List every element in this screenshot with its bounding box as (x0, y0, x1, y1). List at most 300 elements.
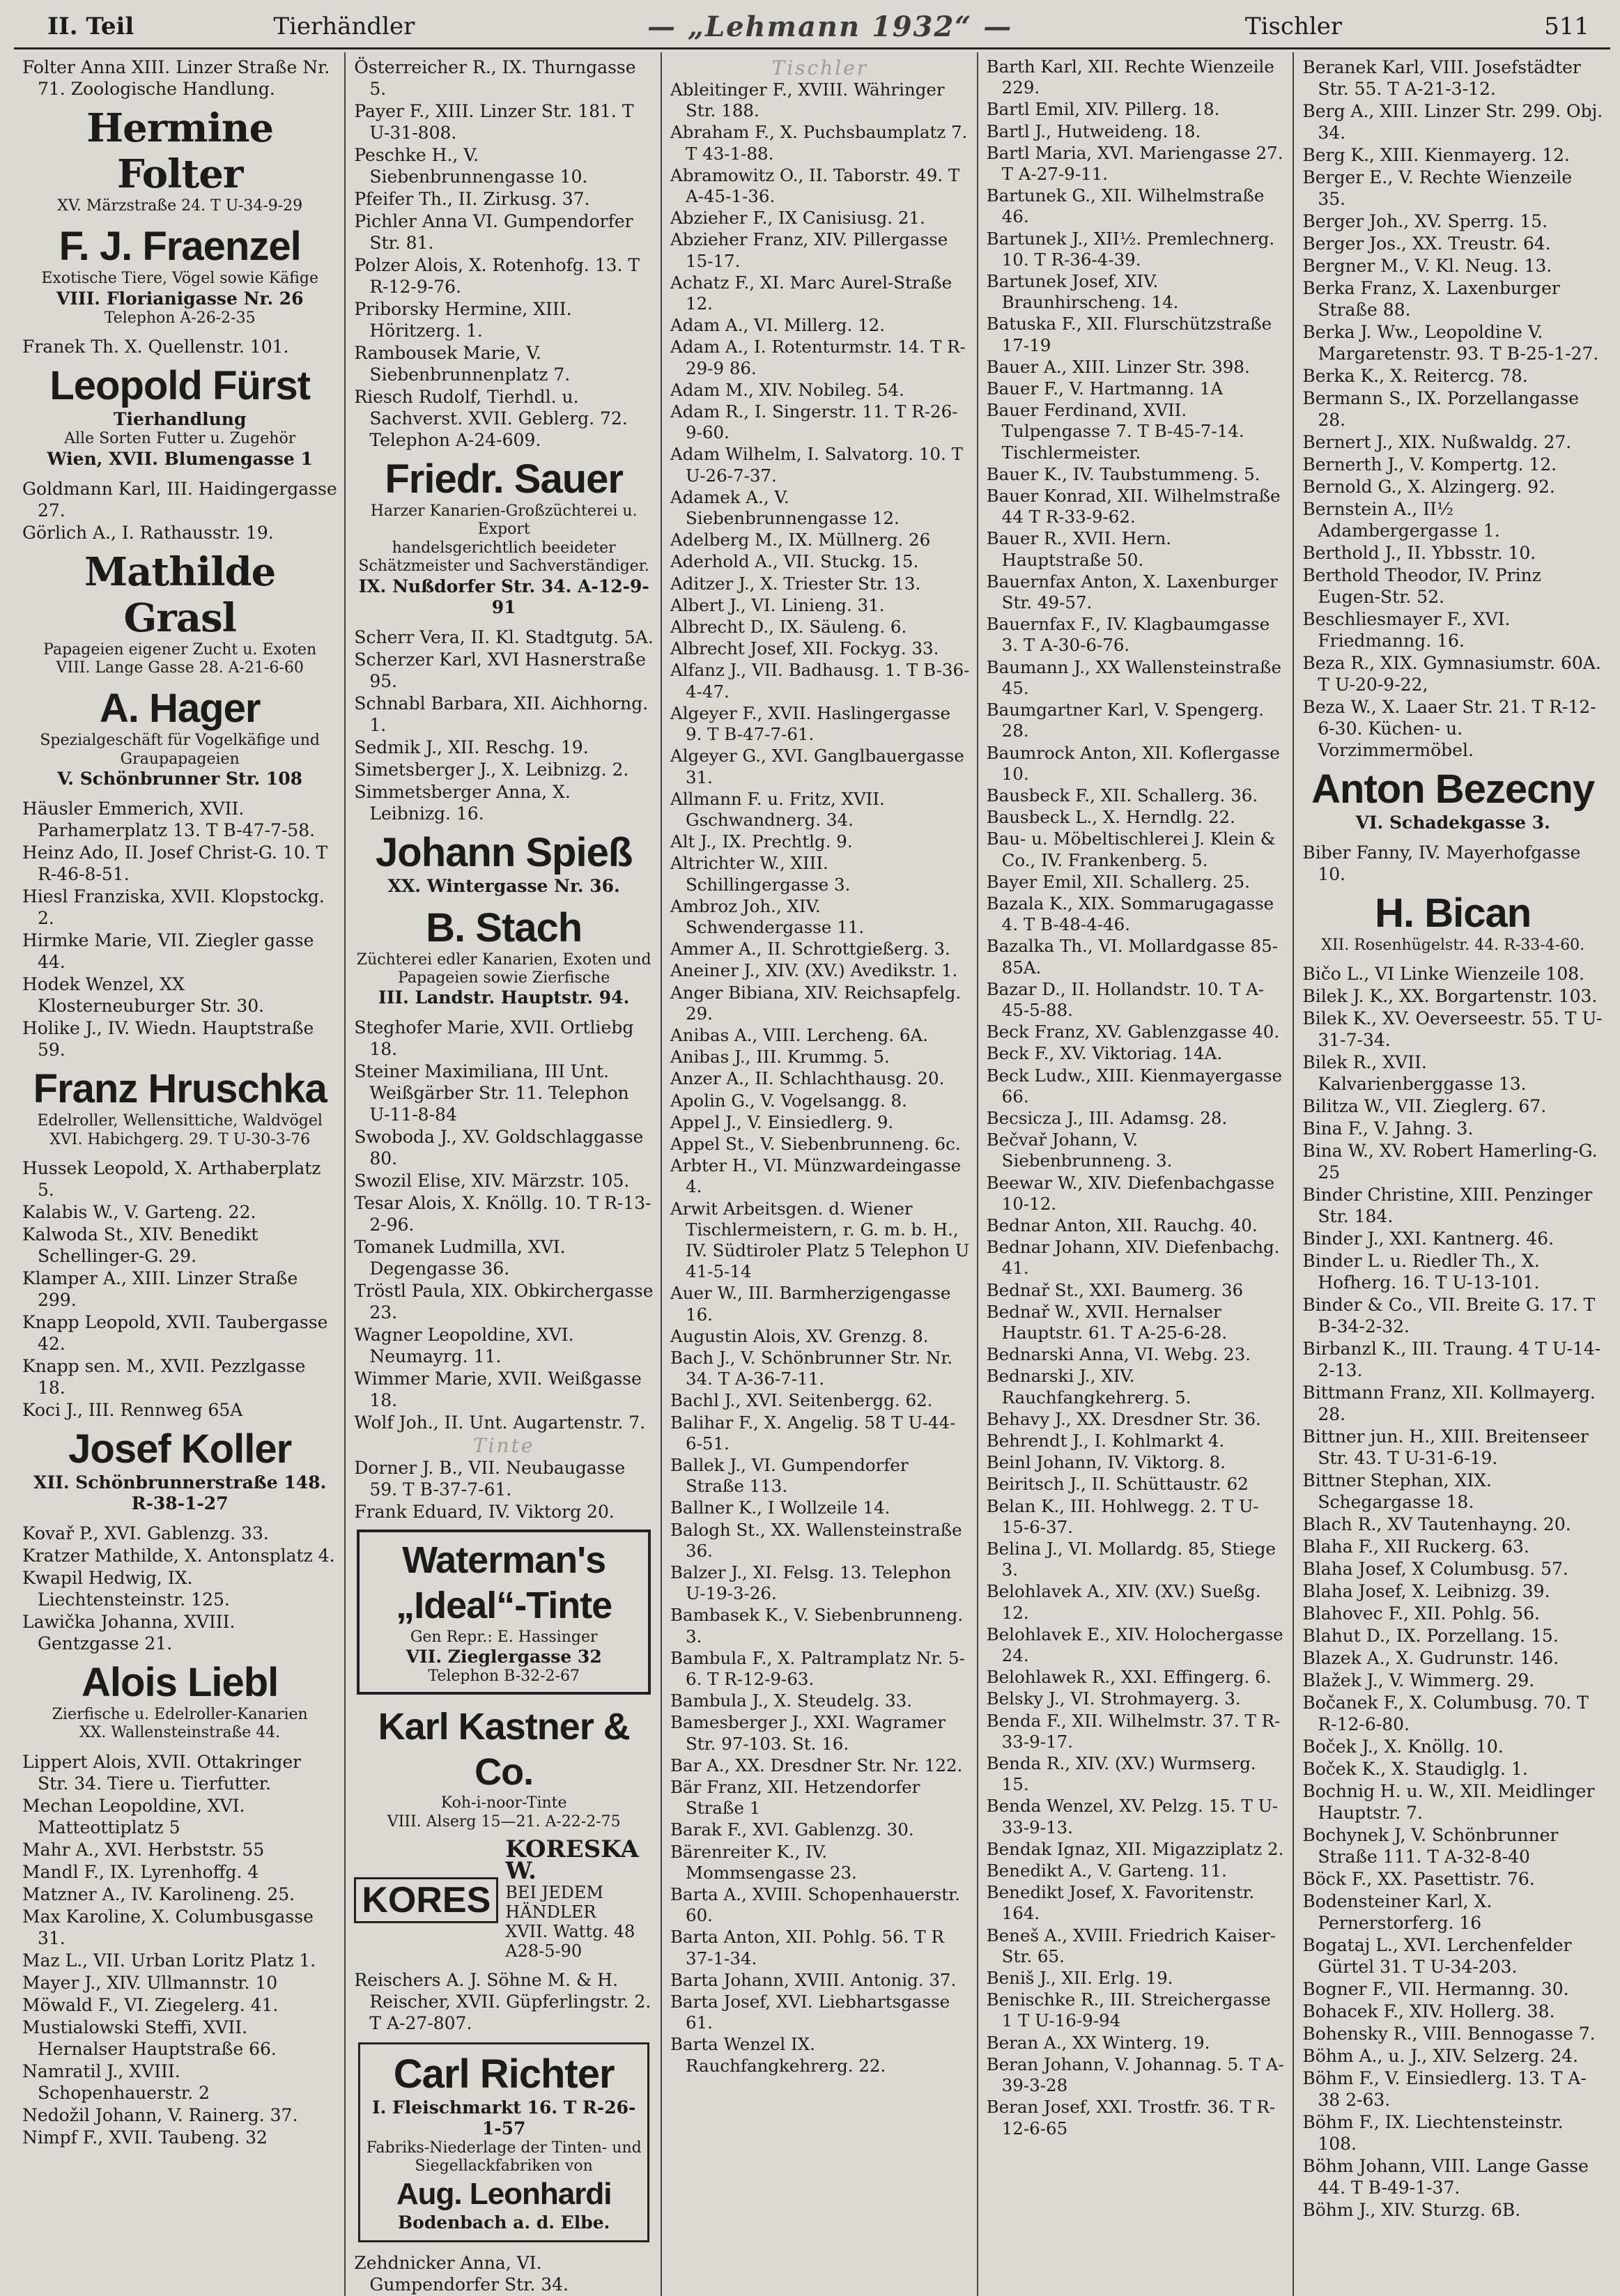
directory-entry: Bär Franz, XII. Hetzendorfer Straße 1 (670, 1777, 920, 1819)
entry-list (1302, 842, 1603, 885)
entry-list (22, 56, 337, 100)
column-3 (662, 52, 978, 2296)
directory-entry: Bina F., V. Jahng. 3. (1302, 1118, 1474, 1139)
directory-entry: Mayer J., XIV. Ullmannstr. 10 (22, 1972, 278, 1993)
ad-line: Fabriks-Niederlage der Tinten- und Siegellackfabriken von (366, 2139, 642, 2175)
ad-title: Leopold Fürst (49, 363, 310, 409)
entry-list (22, 1523, 337, 1654)
directory-entry: Bauernfax Anton, X. Laxenburger Str. 49-57. (986, 571, 1278, 613)
directory-entry: Allmann F. u. Fritz, XVII. Gschwandnerg. 34. (670, 788, 885, 830)
directory-entry: Albrecht Josef, XII. Fockyg. 33. (670, 638, 939, 659)
directory-entry: Behrendt J., I. Kohlmarkt 4. (986, 1431, 1225, 1451)
directory-entry: Bausbeck L., X. Herndlg. 22. (986, 807, 1235, 828)
directory-entry: Steghofer Marie, XVII. Ortliebg 18. (354, 1017, 634, 1060)
directory-entry: Reischers A. J. Söhne M. & H. Reischer, XVII. Güpferlingstr. 2. T A-27-807. (354, 1970, 651, 2034)
directory-entry: Berthold J., II. Ybbsstr. 10. (1302, 543, 1536, 563)
directory-entry: Lawička Johanna, XVIII. Gentzgasse 21. (22, 1611, 236, 1654)
directory-entry: Bambasek K., V. Siebenbrunneng. 3. (670, 1605, 964, 1647)
directory-entry: Ableitinger F., XVIII. Währinger Str. 188. (670, 79, 945, 121)
directory-entry: Nedožil Johann, V. Rainerg. 37. (22, 2104, 298, 2125)
ad-line: Zierfische u. Edelroller-Kanarien (52, 1705, 308, 1723)
directory-entry: Anibas J., III. Krummg. 5. (670, 1047, 890, 1068)
directory-entry: Tesar Alois, X. Knöllg. 10. T R-13-2-96. (354, 1193, 651, 1235)
directory-entry: Klamper A., XIII. Linzer Straße 299. (22, 1268, 298, 1310)
entry-list (354, 1017, 654, 1433)
directory-entry: Heinz Ado, II. Josef Christ-G. 10. T R-46-8-51. (22, 842, 328, 885)
directory-entry: Benda Wenzel, XV. Pelzg. 15. T U-33-9-13. (986, 1796, 1279, 1837)
directory-entry: Bednar Anton, XII. Rauchg. 40. (986, 1215, 1258, 1235)
ad-line: Papageien eigener Zucht u. Exoten (43, 640, 317, 658)
ad-line: VIII. Lange Gasse 28. A-21-6-60 (56, 658, 304, 677)
directory-entry: Tröstl Paula, XIX. Obkirchergasse 23. (354, 1281, 654, 1323)
ad-title: Josef Koller (68, 1426, 292, 1472)
directory-entry: Bednar Johann, XIV. Diefenbachg. 41. (986, 1237, 1280, 1279)
directory-entry: Swozil Elise, XIV. Märzstr. 105. (354, 1171, 630, 1192)
directory-entry: Bergner M., V. Kl. Neug. 13. (1302, 256, 1552, 276)
directory-entry: Beniš J., XII. Erlg. 19. (986, 1968, 1173, 1989)
directory-entry: Berka Franz, X. Laxenburger Straße 88. (1302, 278, 1560, 320)
directory-entry: Bachl J., XVI. Seitenbergg. 62. (670, 1390, 933, 1411)
directory-entry: Auer W., III. Barmherzigengasse 16. (670, 1283, 951, 1325)
directory-entry: Holike J., IV. Wiedn. Hauptstraße 59. (22, 1018, 314, 1061)
directory-entry: Bartunek G., XII. Wilhelmstraße 46. (986, 185, 1265, 227)
directory-title: — „Lehmann 1932“ — (647, 10, 1013, 43)
directory-entry: Belina J., VI. Mollardg. 85, Stiege 3. (986, 1539, 1276, 1580)
directory-entry: Payer F., XIII. Linzer Str. 181. T U-31-808. (354, 101, 634, 143)
directory-entry: Bilitza W., VII. Zieglerg. 67. (1302, 1096, 1547, 1117)
ad-title: Mathilde Grasl (84, 548, 276, 641)
directory-entry: Barta A., XVIII. Schopenhauerstr. 60. (670, 1884, 960, 1926)
directory-entry: Baumann J., XX Wallensteinstraße 45. (986, 656, 1281, 698)
directory-entry: Franek Th. X. Quellenstr. 101. (22, 337, 289, 357)
ad-line: IX. Nußdorfer Str. 34. A-12-9-91 (358, 576, 649, 617)
directory-entry: Österreicher R., IX. Thurngasse 5. (354, 57, 636, 99)
directory-entry: Beran A., XX Winterg. 19. (986, 2032, 1210, 2053)
directory-entry: Balzer J., XI. Felsg. 13. Telephon U-19-3-26. (670, 1562, 952, 1604)
directory-entry: Beck Ludw., XIII. Kienmayergasse 66. (986, 1065, 1282, 1107)
directory-entry: Beran Josef, XXI. Trostfr. 36. T R-12-6-65 (986, 2097, 1276, 2139)
ad-kores (354, 1835, 654, 1962)
page-header (14, 6, 1610, 49)
entry-list (22, 798, 337, 1061)
directory-entry: Ambroz Joh., XIV. Schwendergasse 11. (670, 895, 865, 937)
directory-entry: Böck F., XX. Pasettistr. 76. (1302, 1869, 1535, 1890)
directory-entry: Ballek J., VI. Gumpendorfer Straße 113. (670, 1455, 909, 1497)
directory-entry: Bambula J., X. Steudelg. 33. (670, 1690, 912, 1711)
directory-entry: Goldmann Karl, III. Haidingergasse 27. (22, 478, 337, 521)
ad-hager (22, 686, 337, 789)
directory-entry: Hirmke Marie, VII. Ziegler gasse 44. (22, 930, 314, 973)
column-5 (1294, 52, 1610, 2296)
entry-list (1302, 963, 1603, 2221)
ad-line: Telephon B-32-2-67 (428, 1667, 580, 1686)
ad-richter (358, 2042, 649, 2242)
directory-entry: Adam A., I. Rotenturmstr. 14. T R-29-9 86. (670, 337, 966, 378)
directory-entry: Bodensteiner Karl, X. Pernerstorferg. 16 (1302, 1891, 1492, 1934)
directory-entry: Belan K., III. Hohlwegg. 2. T U-15-6-37. (986, 1495, 1259, 1537)
ad-line: Wien, XVII. Blumengasse 1 (47, 448, 313, 469)
directory-entry: Binder & Co., VII. Breite G. 17. T B-34-2-32. (1302, 1295, 1596, 1337)
directory-entry: Bochynek J, V. Schönbrunner Straße 111. T A-32-8-40 (1302, 1825, 1559, 1867)
directory-entry: Blaha F., XII Ruckerg. 63. (1302, 1536, 1529, 1557)
ad-line: Exotische Tiere, Vögel sowie Käfige (41, 270, 318, 288)
ad-line: VIII. Florianigasse Nr. 26 (56, 288, 304, 309)
directory-entry: Berg K., XIII. Kienmayerg. 12. (1302, 145, 1570, 165)
directory-entry: Beewar W., XIV. Diefenbachgasse 10-12. (986, 1172, 1275, 1214)
ad-line: XX. Wallensteinstraße 44. (79, 1724, 281, 1742)
column-2 (346, 52, 662, 2296)
directory-entry: Bermann S., IX. Porzellangasse 28. (1302, 388, 1579, 430)
directory-entry: Beran Johann, V. Johannag. 5. T A-39-3-28 (986, 2054, 1284, 2096)
directory-entry: Böhm J., XIV. Sturzg. 6B. (1302, 2200, 1521, 2221)
ad-line: VIII. Alserg 15—21. A-22-2-75 (387, 1812, 621, 1831)
entry-list (22, 1751, 337, 2148)
directory-entry: Pichler Anna VI. Gumpendorfer Str. 81. (354, 211, 633, 253)
directory-entry: Dorner J. B., VII. Neubaugasse 59. T B-37-7-61. (354, 1458, 626, 1500)
ad-line: XVI. Habichgerg. 29. T U-30-3-76 (49, 1130, 311, 1148)
page-number: 511 (1544, 13, 1589, 40)
directory-entry: Barth Karl, XII. Rechte Wienzeile 229. (986, 56, 1274, 98)
directory-entry: Bartl J., Hutweideng. 18. (986, 121, 1201, 141)
ad-liebl (22, 1660, 337, 1743)
directory-entry: Berg A., XIII. Linzer Str. 299. Obj. 34. (1302, 101, 1603, 143)
directory-entry: Bittner Stephan, XIX. Schegargasse 18. (1302, 1470, 1492, 1513)
entry-list (22, 478, 337, 544)
directory-entry: Bärenreiter K., IV. Mommsengasse 23. (670, 1841, 857, 1883)
directory-entry: Bednař St., XXI. Baumerg. 36 (986, 1279, 1244, 1300)
directory-entry: Aditzer J., X. Triester Str. 13. (670, 573, 921, 594)
ad-line: XV. Märzstraße 24. T U-34-9-29 (57, 197, 303, 215)
directory-entry: Abraham F., X. Puchsbaumplatz 7. T 43-1-88. (670, 122, 968, 164)
directory-entry: Bernstein A., II½ Adambergergasse 1. (1302, 499, 1500, 541)
directory-entry: Beck Franz, XV. Gablenzgasse 40. (986, 1022, 1280, 1042)
directory-entry: Bauer Ferdinand, XVII. Tulpengasse 7. T B-45-7-14. Tischlermeister. (986, 400, 1244, 463)
ad-line: handelsgerichtlich beeideter Schätzmeister und Sachverständiger. (358, 539, 649, 576)
entry-list (987, 56, 1286, 2139)
directory-entry: Belsky J., VI. Strohmayerg. 3. (986, 1688, 1241, 1709)
directory-entry: Beza R., XIX. Gymnasiumstr. 60A. T U-20-9-22, (1302, 653, 1601, 695)
ad-title: Waterman's „Ideal“-Tinte (396, 1539, 612, 1627)
entry-list (354, 2252, 654, 2295)
directory-entry: Hiesl Franziska, XVII. Klopstockg. 2. (22, 886, 325, 929)
directory-entry: Appel St., V. Siebenbrunneng. 6c. (670, 1133, 961, 1154)
directory-entry: Bednarski J., XIV. Rauchfangkehrerg. 5. (986, 1366, 1191, 1408)
directory-entry: Beschliesmayer F., XVI. Friedmanng. 16. (1302, 609, 1511, 651)
directory-entry: Bernerth J., V. Kompertg. 12. (1302, 454, 1557, 475)
directory-entry: Bilek K., XV. Oeverseestr. 55. T U-31-7-34. (1302, 1008, 1603, 1051)
directory-entry: Benda R., XIV. (XV.) Wurmserg. 15. (986, 1753, 1256, 1795)
directory-entry: Abzieher Franz, XIV. Pillergasse 15-17. (670, 229, 948, 271)
directory-entry: Beiritsch J., II. Schüttaustr. 62 (986, 1474, 1249, 1495)
directory-entry: Bambula F., X. Paltramplatz Nr. 5-6. T R-12-9-63. (670, 1647, 965, 1690)
directory-entry: Bayer Emil, XII. Schallerg. 25. (986, 871, 1250, 892)
directory-entry: Pfeifer Th., II. Zirkusg. 37. (354, 189, 590, 209)
directory-entry: Tomanek Ludmilla, XVI. Degengasse 36. (354, 1237, 566, 1279)
entry-list (354, 1457, 654, 1523)
directory-entry: Bendak Ignaz, XII. Migazziplatz 2. (986, 1838, 1284, 1859)
entry-list (22, 336, 337, 357)
ad-spiess (354, 830, 654, 897)
ad-line: XII. Schönbrunnerstraße 148. R-38-1-27 (33, 1472, 327, 1513)
directory-entry: Bauer Konrad, XII. Wilhelmstraße 44 T R-33-9-62. (986, 486, 1281, 527)
directory-entry: Bogner F., VII. Hermanng. 30. (1302, 1979, 1569, 2000)
directory-entry: Simetsberger J., X. Leibnizg. 2. (354, 759, 629, 780)
ad-title: B. Stach (426, 904, 583, 950)
directory-entry: Benedikt A., V. Garteng. 11. (986, 1860, 1227, 1881)
ad-line: Züchterei edler Kanarien, Exoten und Papageien sowie Zierfische (356, 950, 651, 987)
ad-line: Koh-i-noor-Tinte (440, 1794, 567, 1812)
directory-entry: Alfanz J., VII. Badhausg. 1. T B-36-4-47. (670, 660, 970, 702)
directory-entry: Max Karoline, X. Columbusgasse 31. (22, 1906, 314, 1948)
directory-entry: Altrichter W., XIII. Schillingergasse 3. (670, 853, 851, 895)
directory-entry: Wolf Joh., II. Unt. Augartenstr. 7. (354, 1412, 646, 1433)
ad-kastner (354, 1704, 654, 1831)
ad-line: XII. Rosenhügelstr. 44. R-33-4-60. (1321, 937, 1585, 954)
ad-sauer (354, 456, 654, 618)
directory-entry: Böhm F., IX. Liechtensteinstr. 108. (1302, 2112, 1564, 2155)
directory-entry: Adamek A., V. Siebenbrunnengasse 12. (670, 486, 900, 529)
ad-line: I. Fleischmarkt 16. T R-26-1-57 (371, 2097, 636, 2139)
directory-entry: Swoboda J., XV. Goldschlaggasse 80. (354, 1127, 644, 1169)
directory-entry: Bečvař Johann, V. Siebenbrunneng. 3. (986, 1130, 1173, 1171)
directory-entry: Rambousek Marie, V. Siebenbrunnenplatz 7. (354, 343, 571, 385)
directory-entry: Mustialowski Steffi, XVII. Hernalser Hauptstraße 66. (22, 2017, 277, 2059)
directory-entry: Bernert J., XIX. Nußwaldg. 27. (1302, 432, 1572, 452)
directory-entry: Bartl Maria, XVI. Mariengasse 27. T A-27-9-11. (986, 142, 1283, 185)
ad-stach (354, 905, 654, 1009)
directory-entry: Beneš A., XVIII. Friedrich Kaiser-Str. 65. (986, 1925, 1276, 1966)
directory-entry: Apolin G., V. Vogelsangg. 8. (670, 1090, 907, 1111)
ad-title: Carl Richter (393, 2051, 615, 2097)
directory-entry: Nimpf F., XVII. Taubeng. 32 (22, 2127, 268, 2148)
directory-entry: Berka K., X. Reitercg. 78. (1302, 366, 1528, 386)
column-4 (978, 52, 1295, 2296)
ad-line: Bodenbach a. d. Elbe. (398, 2212, 610, 2233)
directory-entry: Namratil J., XVIII. Schopenhauerstr. 2 (22, 2060, 210, 2103)
ad-title: Hermine Folter (86, 105, 274, 197)
directory-entry: Blach R., XV Tautenhayng. 20. (1302, 1514, 1571, 1535)
directory-entry: Kratzer Mathilde, X. Antonsplatz 4. (22, 1545, 335, 1566)
directory-entry: Blazek A., X. Gudrunstr. 146. (1302, 1648, 1559, 1669)
ad-hruschka (22, 1066, 337, 1149)
directory-entry: Alt J., IX. Prechtlg. 9. (670, 831, 853, 852)
directory-entry: Bilek J. K., XX. Borgartenstr. 103. (1302, 986, 1598, 1007)
directory-entry: Möwald F., VI. Ziegelerg. 41. (22, 1994, 279, 2015)
directory-entry: Barta Josef, XVI. Liebhartsgasse 61. (670, 1991, 950, 2033)
directory-entry: Kalwoda St., XIV. Benedikt Schellinger-G. 29. (22, 1224, 259, 1266)
directory-entry: Polzer Alois, X. Rotenhofg. 13. T R-12-9-76. (354, 255, 640, 297)
directory-entry: Bartunek J., XII½. Premlechnerg. 10. T R-36-4-39. (986, 228, 1275, 270)
ad-line: VI. Schadekgasse 3. (1355, 812, 1550, 833)
directory-entry: Blahut D., IX. Porzellang. 15. (1302, 1626, 1559, 1647)
directory-entry: Priborsky Hermine, XIII. Höritzerg. 1. (354, 299, 572, 341)
ad-line: BEI JEDEM HÄNDLER (505, 1883, 604, 1923)
directory-entry: Folter Anna XIII. Linzer Straße Nr. 71. Zoologische Handlung. (22, 57, 330, 99)
entry-list (1302, 56, 1603, 761)
directory-entry: Aneiner J., XIV. (XV.) Avedikstr. 1. (670, 960, 958, 981)
directory-entry: Binder J., XXI. Kantnerg. 46. (1302, 1228, 1555, 1249)
ad-folter (22, 105, 337, 215)
ad-line: Alle Sorten Futter u. Zugehör (64, 430, 296, 448)
ad-line: Spezialgeschäft für Vogelkäfige und Graupapageien (40, 732, 320, 768)
directory-entry: Kalabis W., V. Garteng. 22. (22, 1201, 256, 1222)
directory-entry: Bičo L., VI Linke Wienzeile 108. (1302, 964, 1585, 985)
directory-entry: Maz L., VII. Urban Loritz Platz 1. (22, 1950, 316, 1971)
directory-entry: Augustin Alois, XV. Grenzg. 8. (670, 1325, 929, 1346)
directory-entry: Beinl Johann, IV. Viktorg. 8. (986, 1452, 1226, 1473)
directory-entry: Bauer R., XVII. Hern. Hauptstraße 50. (986, 528, 1172, 570)
directory-entry: Arbter H., VI. Münzwardeingasse 4. (670, 1155, 962, 1197)
directory-entry: Bausbeck F., XII. Schallerg. 36. (986, 785, 1258, 806)
directory-entry: Beck F., XV. Viktoriag. 14A. (986, 1043, 1223, 1064)
ad-title: Anton Bezecny (1311, 766, 1595, 812)
directory-entry: Bauer A., XIII. Linzer Str. 398. (986, 356, 1250, 377)
directory-entry: Kovař P., XVI. Gablenzg. 33. (22, 1523, 269, 1543)
right-section-title: Tischler (1244, 13, 1343, 40)
directory-entry: Bamesberger J., XXI. Wagramer Str. 97-103. St. 16. (670, 1712, 946, 1754)
ad-bican (1302, 891, 1603, 955)
directory-entry: Bittner jun. H., XIII. Breitenseer Str. 43. T U-31-6-19. (1302, 1426, 1589, 1469)
directory-entry: Bazalka Th., VI. Mollardgasse 85-85A. (986, 936, 1278, 978)
directory-entry: Bochnig H. u. W., XII. Meidlinger Hauptstr. 7. (1302, 1781, 1595, 1824)
directory-entry: Bazala K., XIX. Sommarugagasse 4. T B-48-4-46. (986, 893, 1274, 935)
column-1 (14, 52, 346, 2296)
ad-line: Telephon A-26-2-35 (104, 309, 256, 327)
directory-entry: Blahovec F., XII. Pohlg. 56. (1302, 1603, 1540, 1624)
directory-entry: Baumrock Anton, XII. Koflergasse 10. (986, 742, 1280, 784)
directory-entry: Schnabl Barbara, XII. Aichhorng. 1. (354, 693, 649, 735)
ad-line: Gen Repr.: E. Hassinger (410, 1628, 598, 1646)
directory-entry: Abramowitz O., II. Taborstr. 49. T A-45-1-36. (670, 164, 960, 207)
directory-entry: Adelberg M., IX. Müllnerg. 26 (670, 530, 931, 550)
directory-entry: Bazar D., II. Hollandstr. 10. T A-45-5-88. (986, 978, 1265, 1020)
directory-entry: Becsicza J., III. Adamsg. 28. (986, 1107, 1228, 1128)
directory-entry: Bernold G., X. Alzingerg. 92. (1302, 477, 1555, 497)
directory-entry: Zehdnicker Anna, VI. Gumpendorfer Str. 34. (354, 2252, 569, 2295)
ad-line: V. Schönbrunner Str. 108 (57, 769, 303, 789)
ad-title: Karl Kastner & Co. (378, 1705, 630, 1793)
directory-entry: Riesch Rudolf, Tierhdl. u. Sachverst. XVII. Geblerg. 72. Telephon A-24-609. (354, 387, 628, 450)
directory-entry: Belohlavek E., XIV. Holochergasse 24. (986, 1624, 1283, 1666)
directory-entry: Görlich A., I. Rathausstr. 19. (22, 522, 274, 543)
ad-line: Edelroller, Wellensittiche, Waldvögel (37, 1112, 323, 1130)
directory-entry: Adam M., XIV. Nobileg. 54. (670, 379, 904, 400)
directory-entry: Berger Joh., XV. Sperrg. 15. (1302, 211, 1548, 231)
directory-entry: Matzner A., IV. Karolineng. 25. (22, 1883, 295, 1904)
directory-entry: Bach J., V. Schönbrunner Str. Nr. 34. T A-36-7-11. (670, 1347, 953, 1389)
directory-entry: Albert J., VI. Linieng. 31. (670, 594, 885, 615)
directory-entry: Bogataj L., XVI. Lerchenfelder Gürtel 31. T U-34-203. (1302, 1935, 1572, 1978)
section-watermark: Tinte (472, 1434, 535, 1458)
directory-entry: Binder Christine, XIII. Penzinger Str. 184. (1302, 1185, 1593, 1227)
directory-entry: Blažek J., V. Wimmerg. 29. (1302, 1670, 1535, 1691)
directory-entry: Arwit Arbeitsgen. d. Wiener Tischlermeistern, r. G. m. b. H., IV. Südtiroler Platz 5 Telephon U 41-5-14 (670, 1198, 970, 1282)
directory-entry: Belohlavek A., XIV. (XV.) Sueßg. 12. (986, 1581, 1261, 1623)
directory-entry: Bočanek F., X. Columbusg. 70. T R-12-6-80. (1302, 1693, 1589, 1735)
section-watermark: Tischler (771, 56, 869, 79)
directory-entry: Sedmik J., XII. Reschg. 19. (354, 737, 589, 757)
ad-line: XVII. Wattg. 48 A28-5-90 (505, 1922, 635, 1962)
directory-entry: Balihar F., X. Angelig. 58 T U-44-6-51. (670, 1412, 956, 1454)
directory-entry: Beranek Karl, VIII. Josefstädter Str. 55. T A-21-3-12. (1302, 57, 1581, 99)
directory-entry: Berger E., V. Rechte Wienzeile 35. (1302, 167, 1573, 209)
directory-entry: Knapp sen. M., XVII. Pezzlgasse 18. (22, 1355, 306, 1398)
directory-entry: Barta Wenzel IX. Rauchfangkehrerg. 22. (670, 2034, 886, 2076)
directory-entry: Peschke H., V. Siebenbrunnengasse 10. (354, 145, 588, 187)
directory-entry: Berthold Theodor, IV. Prinz Eugen-Str. 52. (1302, 565, 1541, 607)
directory-entry: Ballner K., I Wollzeile 14. (670, 1497, 890, 1518)
ad-koller (22, 1426, 337, 1514)
directory-entry: Scherr Vera, II. Kl. Stadtgutg. 5A. (354, 626, 654, 647)
directory-entry: Mahr A., XVI. Herbststr. 55 (22, 1839, 265, 1860)
directory-entry: Benda F., XII. Wilhelmstr. 37. T R-33-9-17. (986, 1710, 1281, 1752)
ad-waterman (357, 1530, 651, 1694)
directory-entry: Appel J., V. Einsiedlerg. 9. (670, 1111, 894, 1132)
columns (14, 52, 1610, 2295)
directory-entry: Bar A., XX. Dresdner Str. Nr. 122. (670, 1755, 963, 1775)
directory-entry: Barak F., XVI. Gablenzg. 30. (670, 1819, 914, 1840)
directory-entry: Algeyer G., XVI. Ganglbauergasse 31. (670, 746, 964, 787)
directory-entry: Bauer K., IV. Taubstummeng. 5. (986, 463, 1260, 484)
ad-title: H. Bican (1375, 891, 1532, 936)
ad-line: III. Landstr. Hauptstr. 94. (378, 987, 630, 1008)
directory-entry: Beza W., X. Laaer Str. 21. T R-12-6-30. Küchen- u. Vorzimmermöbel. (1302, 697, 1596, 760)
directory-entry: Barta Johann, XVIII. Antonig. 37. (670, 1969, 957, 1990)
directory-entry: Anger Bibiana, XIV. Reichsapfelg. 29. (670, 982, 962, 1024)
ad-grasl (22, 549, 337, 678)
directory-entry: Belohlawek R., XXI. Effingerg. 6. (986, 1667, 1272, 1688)
directory-entry: Birbanzl K., III. Traung. 4 T U-14-2-13. (1302, 1339, 1601, 1381)
directory-entry: Knapp Leopold, XVII. Taubergasse 42. (22, 1311, 328, 1354)
directory-entry: Bauer F., V. Hartmanng. 1A (986, 378, 1224, 399)
directory-entry: Adam R., I. Singerstr. 11. T R-26-9-60. (670, 401, 958, 443)
entry-list (22, 1157, 337, 1421)
directory-entry: Batuska F., XII. Flurschützstraße 17-19 (986, 314, 1272, 355)
directory-entry: Lippert Alois, XVII. Ottakringer Str. 34. Tiere u. Tierfutter. (22, 1751, 302, 1794)
entry-list (354, 626, 654, 824)
directory-entry: Böhm F., V. Einsiedlerg. 13. T A-38 2-63. (1302, 2068, 1587, 2111)
directory-entry: Bittmann Franz, XII. Kollmayerg. 28. (1302, 1382, 1596, 1425)
ad-title: Johann Spieß (376, 829, 633, 875)
directory-entry: Wimmer Marie, XVII. Weißgasse 18. (354, 1369, 642, 1411)
directory-entry: Böhm A., u. J., XIV. Selzerg. 24. (1302, 2046, 1579, 2067)
directory-entry: Baumgartner Karl, V. Spengerg. 28. (986, 700, 1265, 741)
ad-title: Friedr. Sauer (385, 456, 623, 502)
ad-line: Aug. Leonhardi (396, 2176, 612, 2211)
ad-line: KORESKA W. (505, 1835, 639, 1886)
directory-entry: Anzer A., II. Schlachthausg. 20. (670, 1068, 945, 1089)
ad-fuerst (22, 363, 337, 469)
entry-list (354, 56, 654, 451)
ad-line: Harzer Kanarien-Großzüchterei u. Export (370, 502, 638, 539)
directory-entry: Mechan Leopoldine, XVI. Matteottiplatz 5 (22, 1795, 245, 1837)
directory-entry: Benischke R., III. Streichergasse 1 T U-16-9-94 (986, 1989, 1271, 2031)
directory-entry: Kwapil Hedwig, IX. Liechtensteinstr. 125. (22, 1567, 230, 1610)
directory-entry: Blaha Josef, X. Leibnizg. 39. (1302, 1581, 1550, 1602)
directory-entry: Abzieher F., IX Canisiusg. 21. (670, 208, 925, 229)
directory-entry: Bartl Emil, XIV. Pillerg. 18. (986, 99, 1220, 120)
directory-entry: Bauernfax F., IV. Klagbaumgasse 3. T A-30-6-76. (986, 614, 1270, 656)
directory-entry: Barta Anton, XII. Pohlg. 56. T R 37-1-34. (670, 1927, 944, 1968)
directory-entry: Boček J., X. Knöllg. 10. (1302, 1736, 1504, 1757)
directory-entry: Hussek Leopold, X. Arthaberplatz 5. (22, 1157, 321, 1200)
directory-entry: Mandl F., IX. Lyrenhoffg. 4 (22, 1861, 259, 1882)
directory-entry: Benedikt Josef, X. Favoritenstr. 164. (986, 1882, 1255, 1924)
directory-entry: Simmetsberger Anna, X. Leibnizg. 16. (354, 781, 571, 824)
entry-list (354, 1969, 654, 2034)
directory-entry: Adam A., VI. Millerg. 12. (670, 315, 886, 336)
directory-entry: Bina W., XV. Robert Hamerling-G. 25 (1302, 1141, 1598, 1183)
